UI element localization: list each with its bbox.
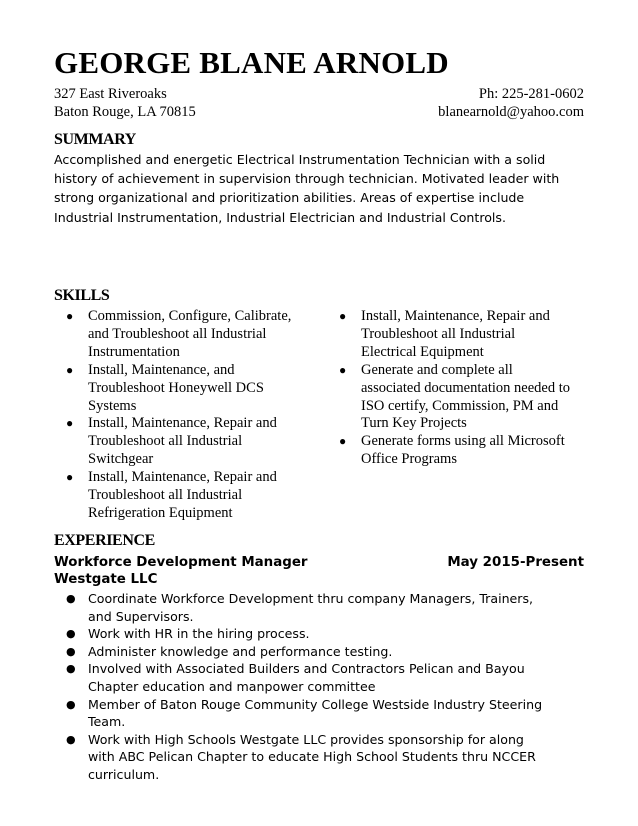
item-line: Generate and complete all [361,361,513,378]
summary-line: Accomplished and energetic Electrical Instrumentation Technician with a solid [54,152,546,167]
item-line: Work with HR in the hiring process. [88,626,310,642]
experience-item [62,660,592,695]
bullet-icon: ● [66,416,74,431]
bullet-icon: ● [66,362,74,377]
skills-list-left [62,308,332,523]
skill-item [335,433,605,469]
experience-item [62,696,592,731]
resume-name: GEORGE BLANE ARNOLD [54,45,449,80]
item-line: Electrical Equipment [361,343,484,360]
skill-item [62,415,332,469]
skill-item [62,469,332,523]
skill-item [62,308,332,362]
bullet-icon: ● [339,434,347,449]
phone-number: Ph: 225-281-0602 [478,86,584,102]
bullet-icon: ● [339,309,347,323]
experience-item [62,731,592,784]
experience-heading: EXPERIENCE [54,532,155,549]
job-title: Workforce Development Manager [54,555,308,570]
item-line: Troubleshoot Honeywell DCS [88,379,264,396]
summary-line: history of achievement in supervision through technician. Motivated leader with [54,171,560,187]
bullet-icon: ● [66,644,76,658]
item-line: associated documentation needed to [361,379,570,396]
bullet-icon: ● [66,732,76,746]
summary-line: Industrial Instrumentation, Industrial Electrician and Industrial Controls. [54,209,506,225]
item-line: with ABC Pelican Chapter to educate High School Students thru NCCER [88,749,536,765]
summary-heading: SUMMARY [54,131,136,148]
item-line: Install, Maintenance, and [88,361,235,378]
address-line-2: Baton Rouge, LA 70815 [54,104,196,120]
item-line: Generate forms using all Microsoft [361,433,565,450]
skill-item [335,308,605,362]
item-line: Install, Maintenance, Repair and [88,469,277,486]
bullet-icon: ● [66,662,76,676]
skills-heading: SKILLS [54,287,110,304]
experience-item [62,625,592,643]
item-line: Office Programs [361,451,457,468]
address-line-1: 327 East Riveroaks [54,86,167,102]
item-line: and Troubleshoot all Industrial [88,325,267,342]
item-line: Switchgear [88,451,154,468]
bullet-icon: ● [66,592,76,605]
bullet-icon: ● [66,309,74,323]
item-line: Troubleshoot all Industrial [88,433,243,450]
item-line: Install, Maintenance, Repair and [361,308,550,324]
item-line: Install, Maintenance, Repair and [88,415,277,432]
bullet-icon: ● [339,362,347,377]
bullet-icon: ● [66,470,74,485]
item-line: Refrigeration Equipment [88,504,233,521]
item-line: Administer knowledge and performance testing. [88,643,393,659]
email-address[interactable]: blanearnold@yahoo.com [438,104,584,120]
job-dates: May 2015-Present [447,555,584,570]
item-line: curriculum. [88,766,160,782]
item-line: Commission, Configure, Calibrate, [88,308,292,324]
item-line: Coordinate Workforce Development thru company Managers, Trainers, [88,591,534,606]
bullet-icon: ● [66,627,76,641]
bullet-icon: ● [66,697,76,711]
item-line: Member of Baton Rouge Community College Westside Industry Steering [88,696,543,712]
company-name: Westgate LLC [54,572,158,587]
item-line: Systems [88,397,137,414]
skill-item [62,362,332,416]
summary-text [54,150,584,227]
item-line: Instrumentation [88,343,180,360]
item-line: Troubleshoot all Industrial [88,487,243,504]
skills-list-right [335,308,605,469]
skill-item [335,362,605,434]
experience-list [62,590,592,784]
experience-item [62,590,592,625]
item-line: Chapter education and manpower committee [88,678,376,694]
item-line: ISO certify, Commission, PM and [361,397,559,414]
item-line: Turn Key Projects [361,415,467,432]
item-line: Involved with Associated Builders and Contractors Pelican and Bayou [88,661,525,677]
item-line: Troubleshoot all Industrial [361,325,516,342]
item-line: Team. [88,714,126,730]
item-line: Work with High Schools Westgate LLC provides sponsorship for along [88,731,524,747]
summary-line: strong organizational and prioritization abilities. Areas of expertise include [54,190,525,206]
experience-item [62,643,592,661]
item-line: and Supervisors. [88,608,194,624]
